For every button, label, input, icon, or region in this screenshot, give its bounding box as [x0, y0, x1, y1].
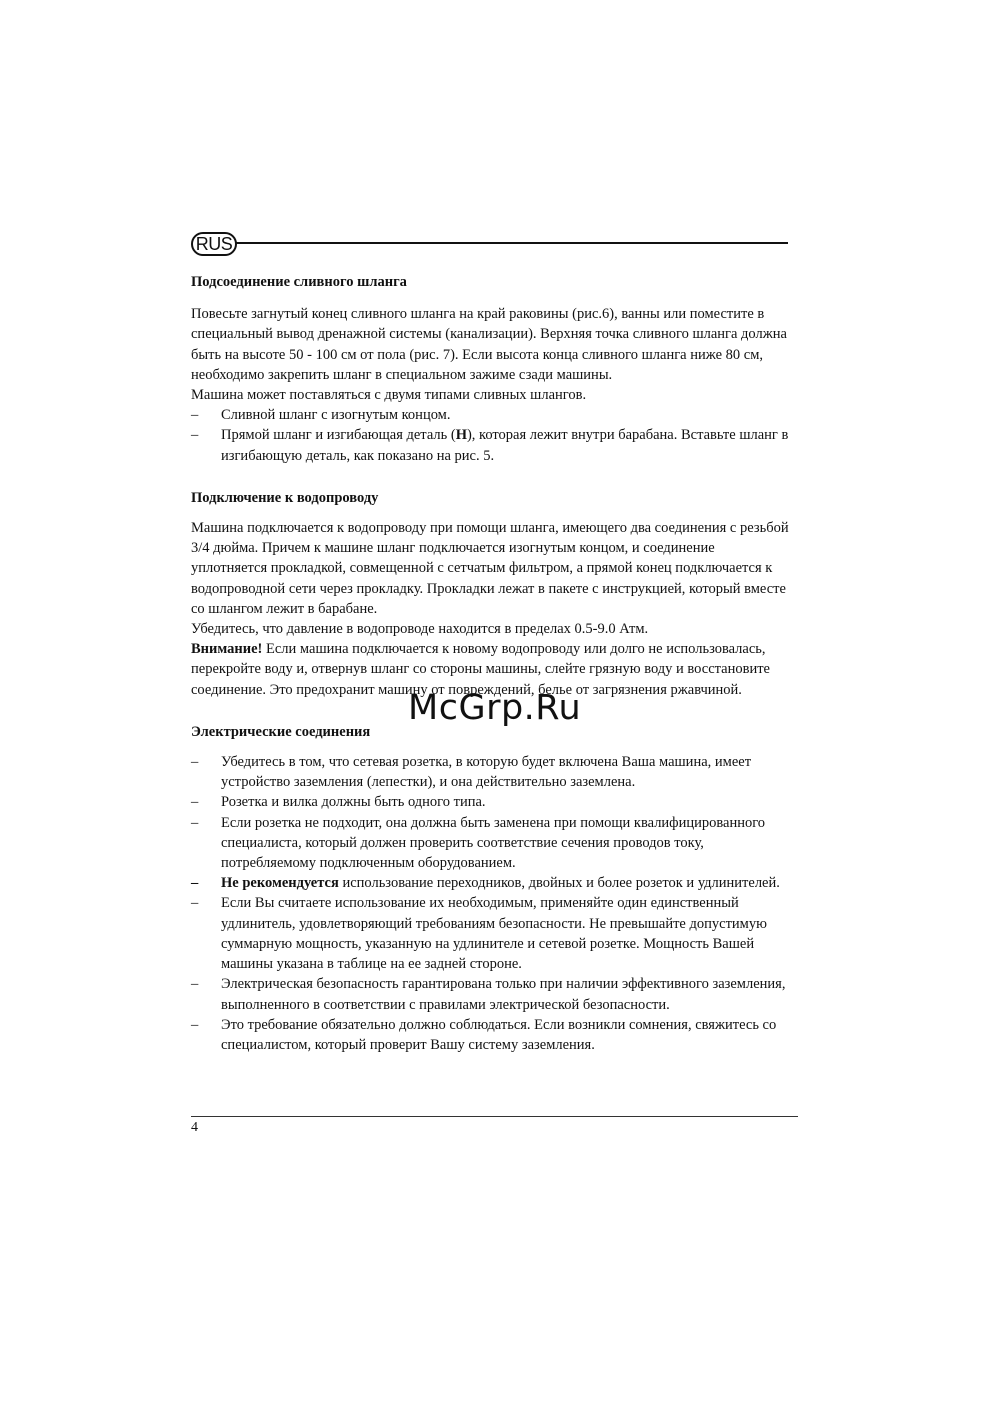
water-pressure-note: Убедитесь, что давление в водопроводе находится в пределах 0.5-9.0 Атм.	[191, 621, 649, 638]
list-item	[191, 893, 791, 974]
list-item-text: Сливной шланг с изогнутым концом.	[221, 407, 451, 424]
warning-label: Внимание!	[191, 641, 263, 658]
drain-hose-paragraph: Повесьте загнутый конец сливного шланга на край раковины (рис.6), ванны или поместите в специальный вывод дренажной системы (канализации). Верхняя точка сливного шланга должна быть на высоте 50 - 100 см от пола (рис. 7). Если высота конца сливного шланга ниже 80 см, необходимо закрепить шланг в специальном зажиме сзади машины.	[191, 306, 787, 383]
language-badge: RUS	[191, 232, 237, 256]
electrical-list	[191, 752, 791, 1055]
section-title-electrical: Электрические соединения	[191, 723, 371, 740]
list-dash: –	[191, 814, 199, 831]
list-item-text: Убедитесь в том, что сетевая розетка, в которую будет включена Ваша машина, имеет устройство заземления (лепестки), и она действительно заземлена.	[221, 754, 752, 791]
list-dash: –	[191, 754, 199, 771]
list-item-text-pre: Прямой шланг и изгибающая деталь (	[221, 427, 456, 444]
list-dash: –	[191, 427, 199, 444]
list-dash: –	[191, 794, 199, 811]
list-item	[191, 873, 791, 893]
list-item	[191, 792, 791, 812]
list-item	[191, 813, 791, 874]
page-content	[191, 272, 791, 1055]
list-dash: –	[191, 875, 199, 892]
list-item	[191, 425, 791, 465]
watermark: McGrp.Ru	[408, 688, 582, 728]
warning-text: Если машина подключается к новому водопроводу или долго не использовалась, перекройте воду и, отвернув шланг со стороны машины, слейте грязную воду и восстановите соединение. Это предохранит машину от повреждений, белье от загрязнения ржавчиной.	[191, 641, 770, 698]
list-item-text: Если розетка не подходит, она должна быть заменена при помощи квалифицированного специалиста, который должен проверить соответствие сечения проводов току, потребляемому подключенным оборудованием.	[221, 814, 766, 872]
list-item	[191, 1015, 791, 1055]
drain-hose-types-intro: Машина может поставляться с двумя типами сливных шлангов.	[191, 387, 587, 404]
list-dash: –	[191, 407, 199, 424]
list-dash: –	[191, 1016, 199, 1033]
water-supply-paragraph: Машина подключается к водопроводу при помощи шланга, имеющего два соединения с резьбой 3/4 дюйма. Причем к машине шланг подключается изогнутым концом, и соединение уплотняется прокладкой, совмещенной с сетчатым фильтром, а прямой конец подключается к водопроводной сети через прокладку. Прокладки лежат в пакете с инструкцией, который вместе со шлангом лежит в барабане.	[191, 520, 789, 617]
section-title-water-supply: Подключение к водопроводу	[191, 489, 379, 506]
list-dash: –	[191, 895, 199, 912]
section-title-drain-hose: Подсоединение сливного шланга	[191, 274, 407, 290]
not-recommended-label: Не рекомендуется	[221, 875, 339, 892]
list-item-text: Это требование обязательно должно соблюдаться. Если возникли сомнения, свяжитесь со специалистом, который проверит Вашу систему заземления.	[221, 1016, 777, 1053]
list-item-text: использование переходников, двойных и более розеток и удлинителей.	[338, 875, 780, 892]
list-item-text-post: ), которая лежит внутри барабана. Вставьте шланг в изгибающую деталь, как показано на рис. 5.	[221, 427, 789, 464]
page-number: 4	[191, 1120, 198, 1135]
part-label-h: H	[455, 427, 467, 444]
list-item	[191, 974, 791, 1014]
list-item	[191, 752, 791, 792]
header-divider	[234, 242, 788, 244]
list-item-text: Если Вы считаете использование их необходимым, применяйте один единственный удлинитель, удовлетворяющий требованиям безопасности. Не превышайте допустимую суммарную мощность, указанную на удлинителе и сетевой розетке. Мощность Вашей машины указана в таблице на ее задней стороне.	[221, 895, 767, 973]
drain-hose-types-list	[191, 405, 791, 466]
list-item	[191, 405, 791, 425]
footer-divider	[191, 1116, 798, 1117]
list-item-text: Розетка и вилка должны быть одного типа.	[221, 794, 486, 811]
list-item-text: Электрическая безопасность гарантирована только при наличии эффективного заземления, выполненного в соответствии с правилами электрической безопасности.	[221, 976, 786, 1013]
list-dash: –	[191, 976, 199, 993]
